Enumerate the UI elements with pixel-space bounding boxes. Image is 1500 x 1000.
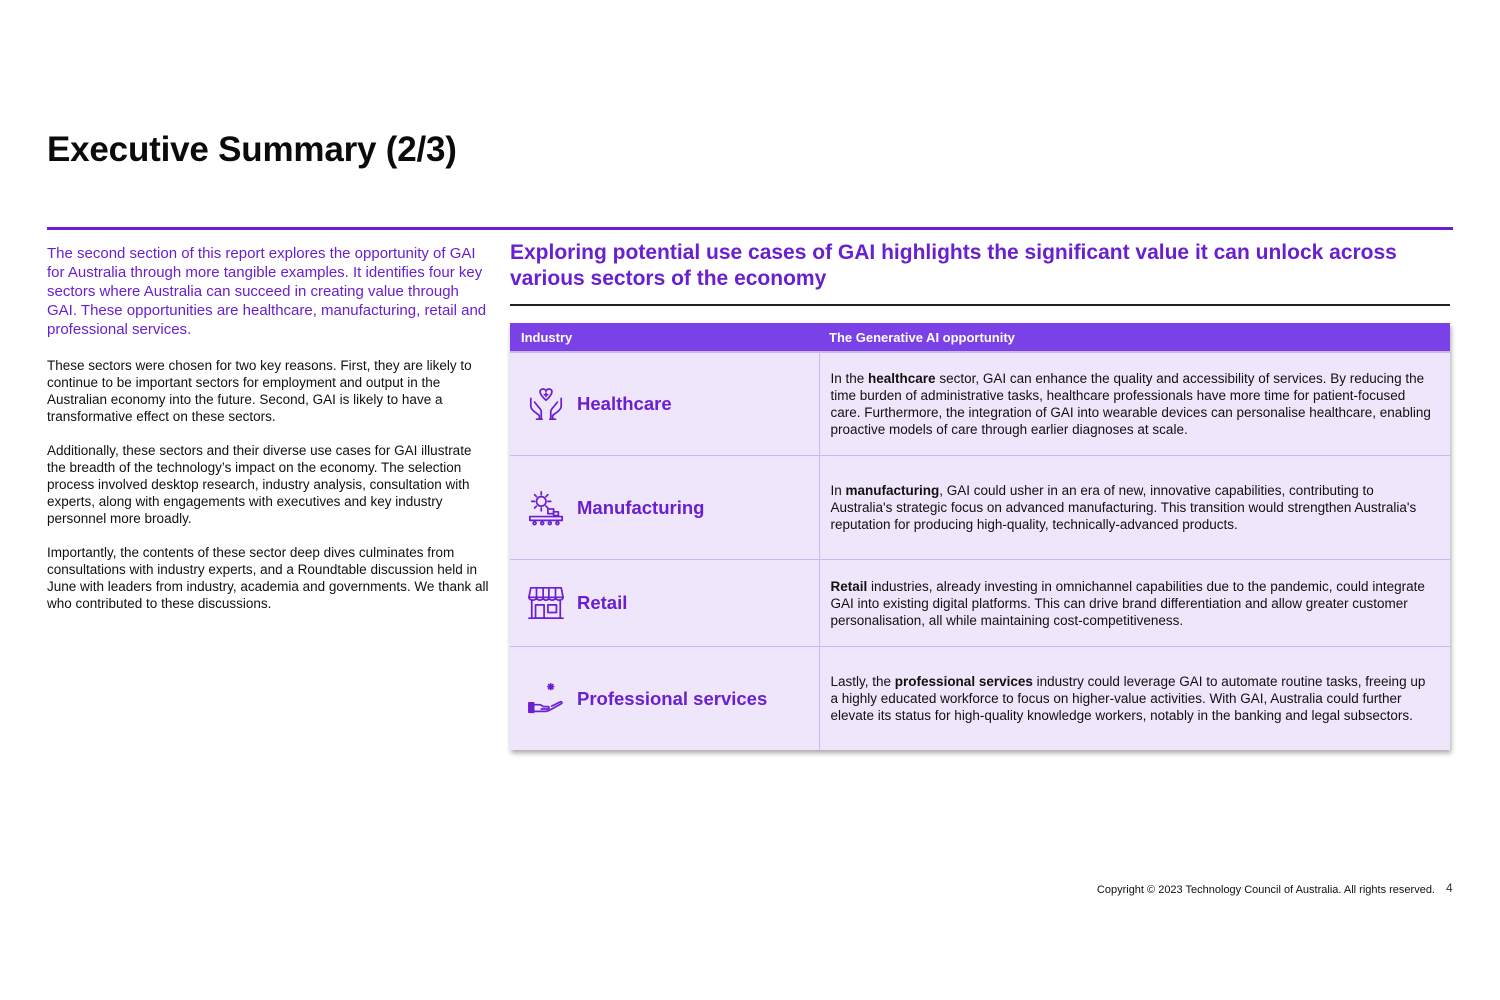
desc-text: sector, GAI can enhance the quality and accessibility of services. By reducing the time burden of administrative tasks, healthcare professionals have more time for patient-focused care. Furthermore, the integration of GAI into wearable devices can personalise healthcare, enabling proactive models of care through earlier diagnoses at scale.	[830, 371, 1431, 437]
industry-cell	[510, 647, 819, 751]
industry-label: Healthcare	[577, 393, 672, 414]
desc-bold: healthcare	[868, 371, 936, 386]
title-divider	[47, 227, 1453, 230]
desc-text: In the	[830, 371, 869, 386]
body-paragraph-3: Importantly, the contents of these sector deep dives culminates from consultations with industry experts, and a Roundtable discussion held in June with leaders from industry, academia and governments. We thank all who contributed to these discussions.	[47, 545, 489, 611]
heading-divider	[510, 304, 1450, 306]
header-opportunity: The Generative AI opportunity	[819, 323, 1450, 352]
intro-paragraph: The second section of this report explores the opportunity of GAI for Australia through more tangible examples. It identifies four key sectors where Australia can succeed in creating value through GAI. These opportunities are healthcare, manufacturing, retail and professional services.	[47, 245, 487, 338]
industry-label: Manufacturing	[577, 496, 705, 518]
manufacturing-gear-conveyor-icon	[527, 489, 565, 527]
desc-text: , GAI could usher in an era of new, innovative capabilities, contributing to Australia's strategic focus on advanced manufacturing. This transition would strengthen Australia's reputation for producing high-quality, technically-advanced products.	[830, 483, 1417, 532]
table-row-healthcare	[510, 352, 1450, 456]
healthcare-hands-heart-icon	[527, 385, 565, 423]
page-title: Executive Summary (2/3)	[47, 130, 457, 169]
opportunity-cell	[819, 456, 1450, 560]
retail-storefront-icon	[527, 584, 565, 622]
table-row-professional-services	[510, 647, 1450, 751]
desc-text: Lastly, the	[830, 674, 895, 689]
desc-text: industries, already investing in omnichannel capabilities due to the pandemic, could integrate GAI into existing digital platforms. This can drive brand differentiation and allow greater customer personalisation, all while maintaining cost-competitiveness.	[830, 578, 1425, 628]
right-column	[510, 240, 1451, 723]
opportunity-cell	[819, 352, 1450, 456]
industry-cell	[510, 352, 819, 456]
body-paragraph-2: Additionally, these sectors and their diverse use cases for GAI illustrate the breadth of the technology’s impact on the economy. The selection process involved desktop research, industry analysis, consultation with experts, along with engagements with executives and key industry personnel more broadly.	[47, 443, 472, 526]
section-heading: Exploring potential use cases of GAI highlights the significant value it can unlock across various sectors of the economy	[510, 241, 1397, 290]
desc-bold: Retail	[830, 578, 868, 594]
table-header-row	[510, 323, 1450, 352]
desc-text: In	[830, 483, 846, 498]
industry-label: Retail	[577, 592, 628, 613]
left-column	[47, 244, 489, 629]
header-industry: Industry	[510, 323, 819, 352]
desc-bold: manufacturing	[845, 483, 940, 498]
desc-text: industry could leverage GAI to automate routine tasks, freeing up a highly educated workforce to focus on higher-value activities. With GAI, Australia could further elevate its status for high-quality knowledge workers, notably in the banking and legal subsectors.	[830, 674, 1426, 723]
industry-label: Professional services	[577, 687, 768, 709]
opportunity-cell	[819, 560, 1450, 647]
page-number: 4	[1446, 881, 1453, 895]
desc-bold: professional services	[894, 674, 1033, 689]
professional-services-hand-sparkle-icon	[527, 680, 565, 718]
industry-table	[510, 323, 1450, 750]
body-paragraph-1: These sectors were chosen for two key reasons. First, they are likely to continue to be important sectors for employment and output in the Australian economy into the future. Second, GAI is likely to have a transformative effect on these sectors.	[47, 358, 472, 424]
copyright-notice: Copyright © 2023 Technology Council of Australia. All rights reserved.	[1096, 884, 1435, 896]
table-row-retail	[510, 560, 1450, 647]
industry-cell	[510, 456, 819, 560]
industry-cell	[510, 560, 819, 647]
table-row-manufacturing	[510, 456, 1450, 560]
opportunity-cell	[819, 647, 1450, 751]
